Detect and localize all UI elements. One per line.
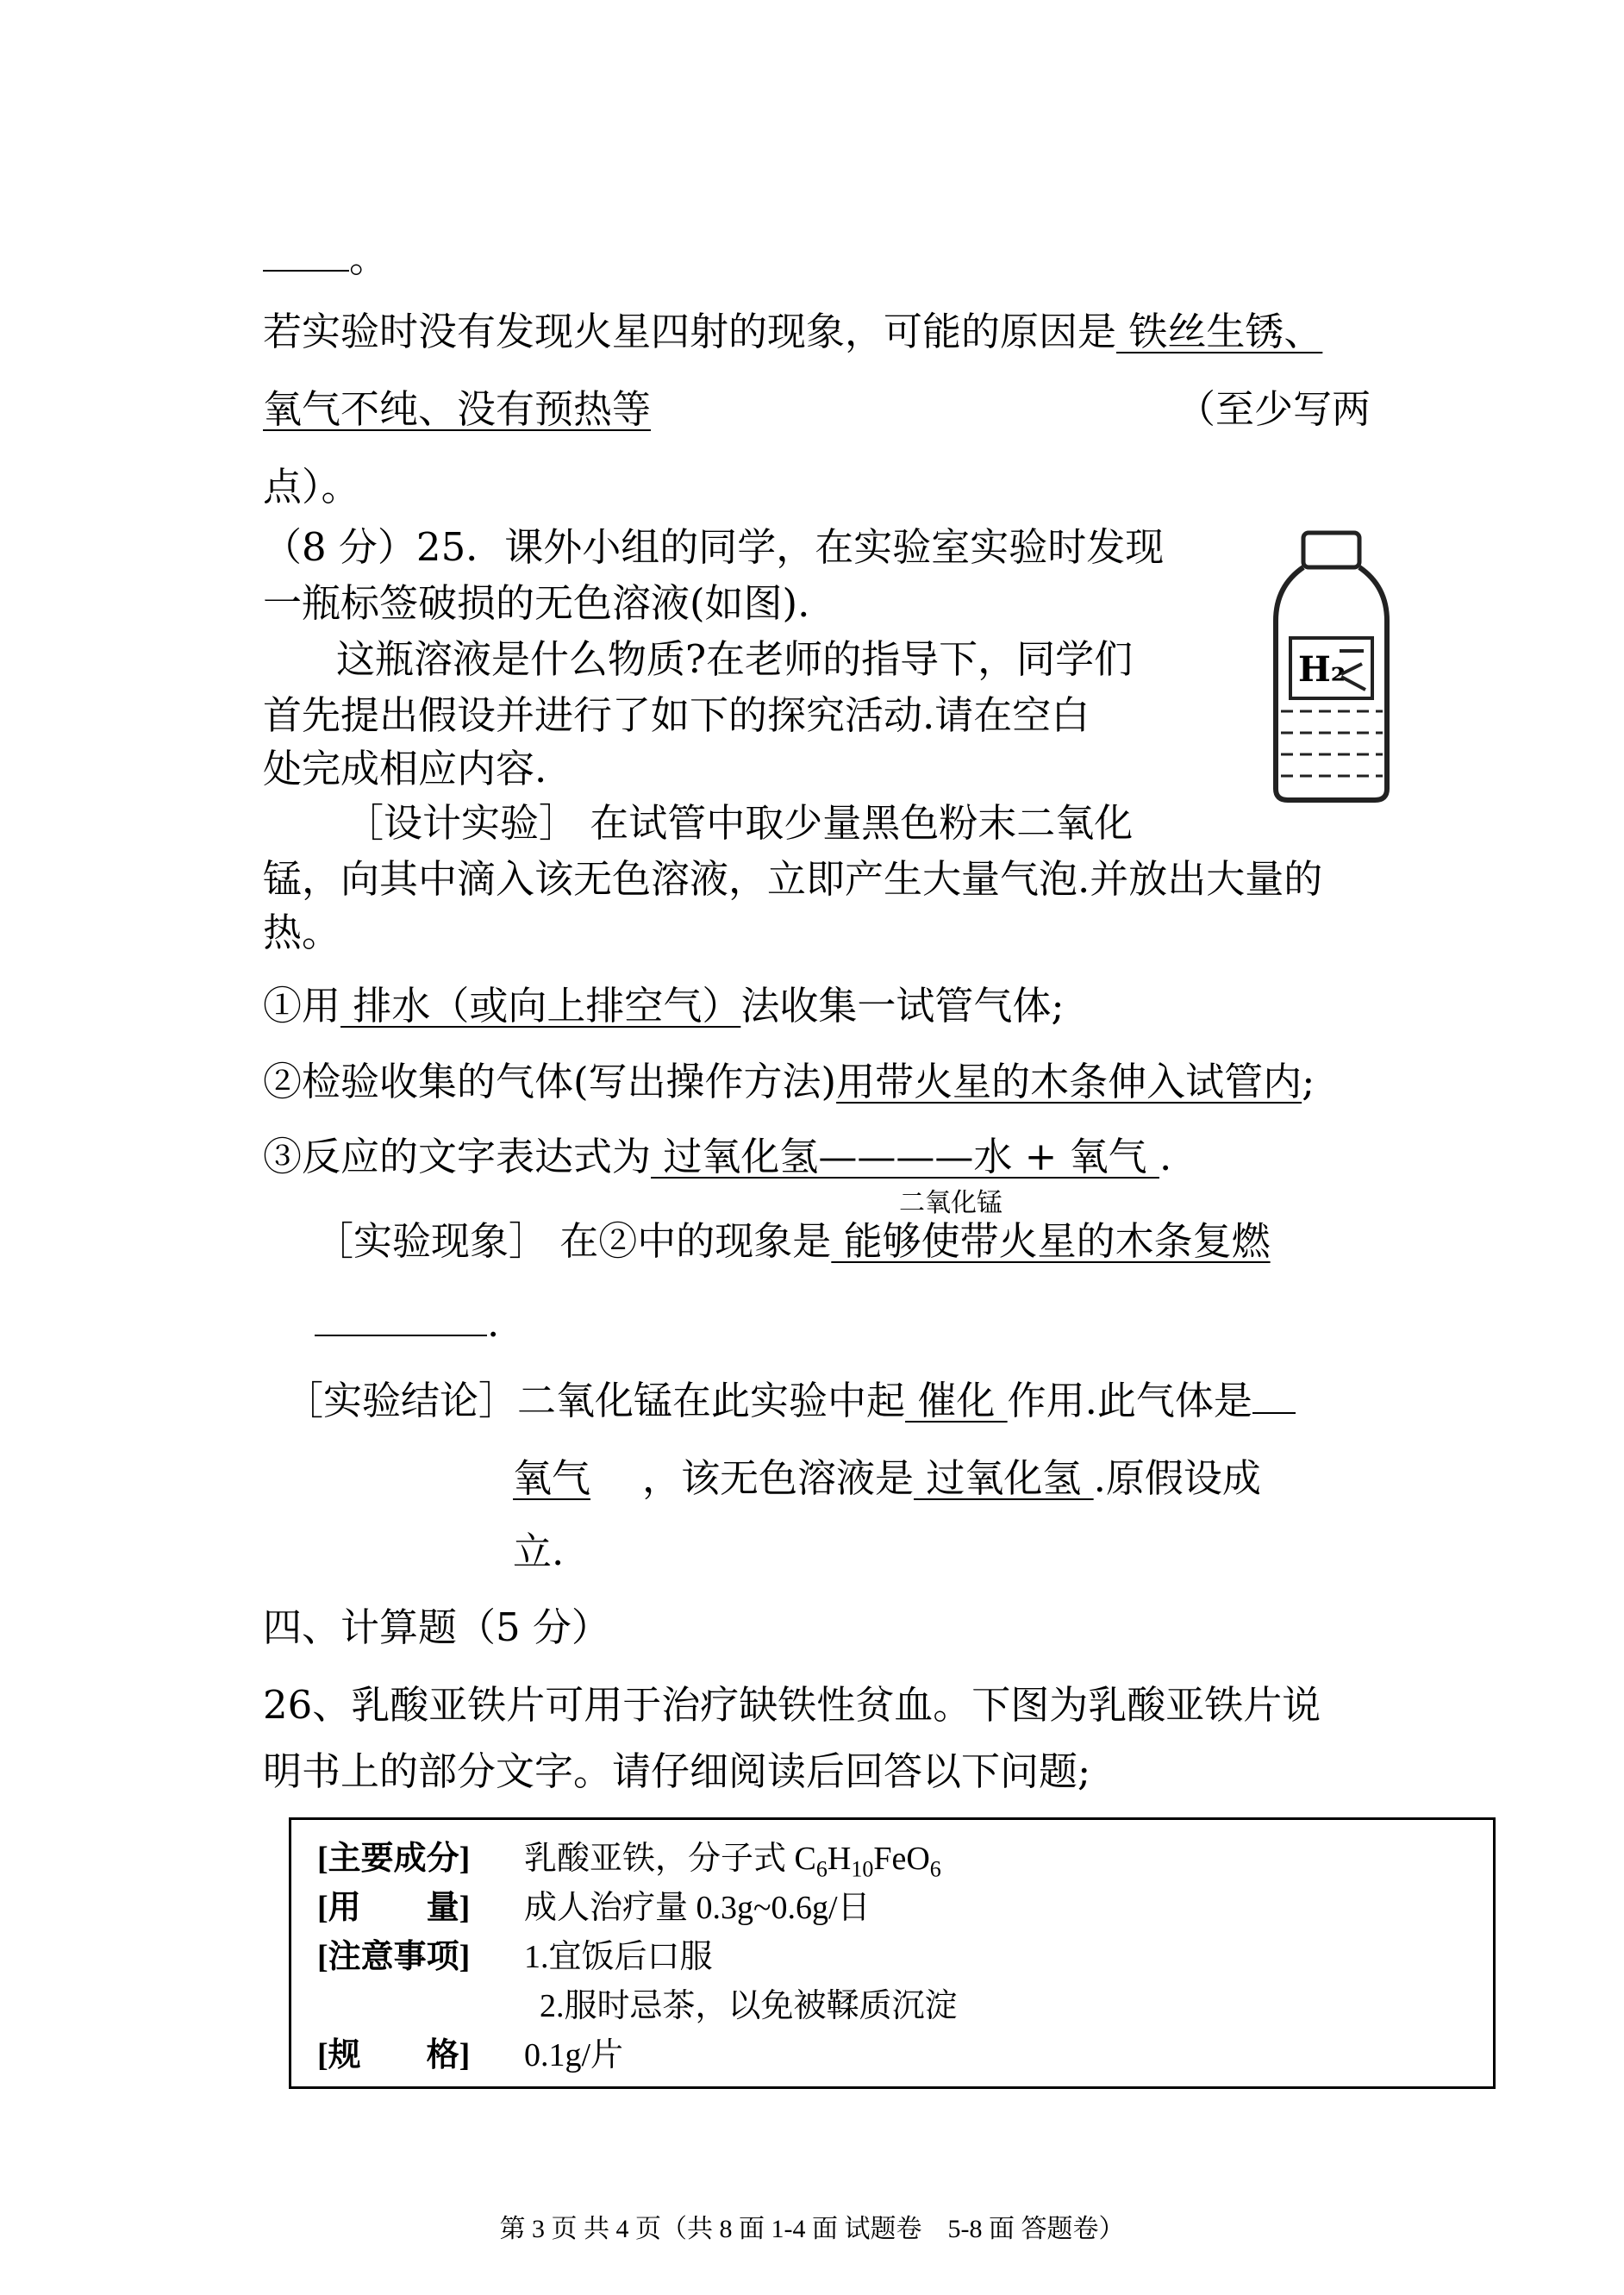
step-3: ③反应的文字表达式为 过氧化氢————水 + 氧气 . xyxy=(263,1134,1172,1179)
step-2: ②检验收集的气体(写出操作方法)用带火星的木条伸入试管内; xyxy=(263,1059,1315,1104)
q24-line-1: 若实验时没有发现火星四射的现象，可能的原因是 铁丝生锈、 xyxy=(263,309,1323,354)
answer-blank xyxy=(315,1300,487,1336)
page-footer: 第 3 页 共 4 页（共 8 面 1-4 面 试题卷 5-8 面 答题卷） xyxy=(499,2215,1125,2243)
step-1: ①用 排水（或向上排空气）法收集一试管气体; xyxy=(263,983,1065,1029)
q25-line-3: 这瓶溶液是什么物质?在老师的指导下，同学们 xyxy=(336,636,1134,682)
answer-text: 铁丝生锈、 xyxy=(1116,309,1323,354)
table-row: [主要成分] 乳酸亚铁，分子式 $C_6H_{10}FeO_6$ xyxy=(317,1841,941,1882)
table-row: [用 量] 成人治疗量 0.3g~0.6g/日 xyxy=(317,1890,871,1926)
answer-text: 过氧化氢 xyxy=(914,1455,1094,1501)
answer-text: 排水（或向上排空气） xyxy=(340,983,741,1029)
q25-line-1: （8 分）25．课外小组的同学，在实验室实验时发现 xyxy=(263,524,1165,570)
answer-text: 能够使带火星的木条复燃 xyxy=(831,1218,1271,1264)
conclusion-line-2: 氧气 ，该无色溶液是 过氧化氢 .原假设成 xyxy=(513,1453,1261,1504)
q24-tail: 。 xyxy=(263,233,388,285)
table-row: [注意事项] 1.宜饭后口服 xyxy=(317,1939,713,1975)
observation-tail: . xyxy=(315,1298,499,1349)
q25-line-2: 一瓶标签破损的无色溶液(如图). xyxy=(263,580,810,626)
answer-text: 氧气不纯、没有预热等 xyxy=(263,386,652,432)
q24-line-3: 点）。 xyxy=(263,464,360,510)
bottle-image xyxy=(1269,526,1394,806)
answer-text: 氧气 xyxy=(513,1455,591,1501)
table-row: 2.服时忌茶，以免被鞣质沉淀 xyxy=(540,1988,958,2024)
table-row: [规 格] 0.1g/片 xyxy=(317,2037,624,2073)
catalyst-label: 二氧化锰 xyxy=(899,1188,1003,1218)
observation-line: ［实验现象］ 在②中的现象是 能够使带火星的木条复燃 xyxy=(315,1218,1271,1264)
q25-line-5: 处完成相应内容. xyxy=(263,746,547,791)
q25-line-8: 热。 xyxy=(263,910,341,955)
section-heading: 四、计算题（5 分） xyxy=(263,1604,610,1650)
q26-line-2: 明书上的部分文字。请仔细阅读后回答以下问题; xyxy=(263,1748,1091,1794)
answer-blank xyxy=(263,235,349,272)
q26-line-1: 26、乳酸亚铁片可用于治疗缺铁性贫血。下图为乳酸亚铁片说 xyxy=(263,1682,1321,1728)
q25-line-7: 锰，向其中滴入该无色溶液，立即产生大量气泡.并放出大量的 xyxy=(263,856,1323,902)
answer-text: 过氧化氢————水 + 氧气 xyxy=(651,1134,1159,1179)
q25-line-4: 首先提出假设并进行了如下的探究活动.请在空白 xyxy=(263,692,1090,738)
q24-line-2: 氧气不纯、没有预热等 （至少写两 xyxy=(263,384,1371,435)
conclusion-line-1: ［实验结论］二氧化锰在此实验中起 催化 作用.此气体是 xyxy=(284,1375,1296,1427)
medicine-info-table xyxy=(289,1817,1496,2089)
q25-line-6: ［设计实验］ 在试管中取少量黑色粉末二氧化 xyxy=(345,800,1134,846)
answer-text: 用带火星的木条伸入试管内 xyxy=(836,1059,1302,1104)
conclusion-line-3: 立. xyxy=(513,1529,565,1574)
bottle-label-text: H₂ xyxy=(1298,649,1346,690)
answer-text: 催化 xyxy=(905,1378,1008,1423)
